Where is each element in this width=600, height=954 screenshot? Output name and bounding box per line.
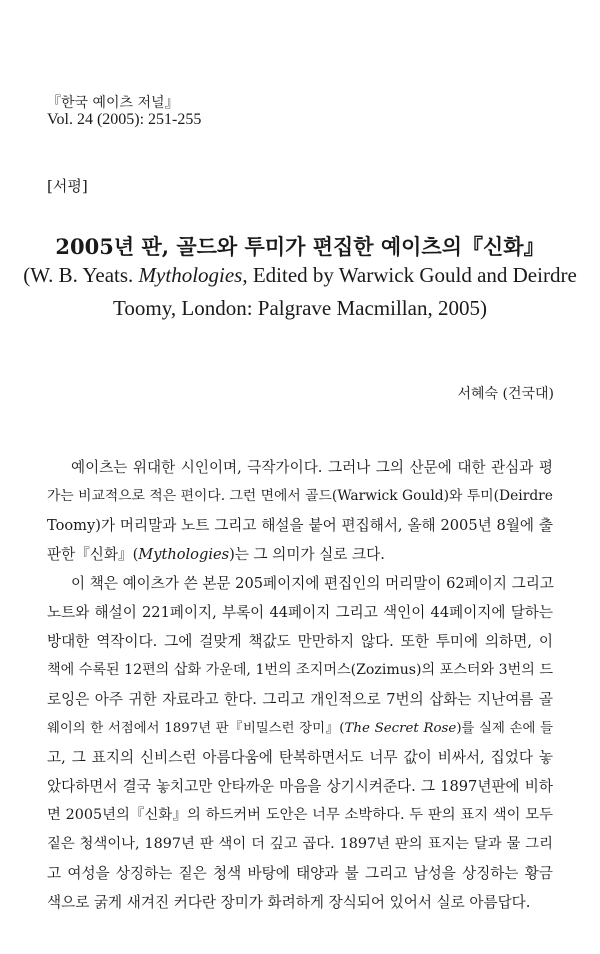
paragraph-2-line: 색으로 굵게 새겨진 커다란 장미가 화려하게 장식되어 있어서 실로 아름답다. [47, 894, 531, 911]
book-title-italic: Mythologies [138, 546, 230, 563]
subtitle-suffix: , Edited by Warwick Gould and Deirdre [242, 263, 577, 287]
article-title: 2005년 판, 골드와 투미가 편집한 예이츠의『신화』 [55, 234, 545, 259]
subtitle-prefix: (W. B. Yeats. [23, 263, 139, 287]
journal-name: 『한국 예이츠 저널』 [47, 95, 179, 111]
book-title-italic: The Secret Rose [344, 721, 457, 736]
paragraph-2-line: 책에 수록된 12편의 삽화 가운데, 1번의 조지머스(Zozimus)의 포스터와 3번의 드 [47, 662, 553, 678]
paragraph-2-line: 로잉은 아주 귀한 자료라고 한다. 그리고 개인적으로 7번의 삽화는 지난여름 골 [47, 691, 553, 708]
paragraph-1-line [47, 540, 553, 569]
paragraph-2-line: 방대한 역작이다. 그에 걸맞게 책값도 만만하지 않다. 또한 투미에 의하면, 이 [47, 633, 553, 650]
paragraph-2-line: 노트와 해설이 221페이지, 부록이 44페이지 그리고 색인이 44페이지에 달하는 [47, 604, 553, 621]
paragraph-2-line: 고, 그 표지의 신비스런 아름다움에 탄복하면서도 너무 값이 비싸서, 집었다 놓 [47, 749, 553, 766]
text-span: 판한『신화』( [47, 546, 139, 563]
article-body [47, 453, 553, 917]
volume-info: Vol. 24 (2005): 251-255 [47, 111, 202, 128]
paragraph-2-line: 면 2005년의『신화』의 하드커버 도안은 너무 소박하다. 두 판의 표지 색이 모두 [47, 807, 553, 823]
author-line: 서혜숙 (건국대) [457, 386, 554, 402]
paragraph-2-line: 이 책은 예이츠가 쓴 본문 205페이지에 편집인의 머리말이 62페이지 그리고 [71, 575, 554, 592]
paragraph-1-line: 예이츠는 위대한 시인이며, 극작가이다. 그러나 그의 산문에 대한 관심과 평 [71, 459, 553, 476]
paragraph-2-line: 았다하면서 결국 놓치고만 안타까운 마음을 상기시켜준다. 그 1897년판에 비하 [47, 778, 553, 795]
section-label: [서평] [47, 177, 88, 195]
paragraph-2-line [47, 714, 553, 743]
paragraph-2-line: 고 여성을 상징하는 짙은 청색 바탕에 태양과 불 그리고 남성을 상징하는 황금 [47, 865, 553, 882]
article-subtitle-line-2: Toomy, London: Palgrave Macmillan, 2005) [113, 296, 487, 320]
paragraph-2-line: 짙은 청색이나, 1897년 판 색이 더 깊고 곱다. 1897년 판의 표지는 달과 물 그리 [47, 836, 553, 852]
text-span: )를 실제 손에 들 [456, 721, 553, 736]
article-subtitle-line-1 [0, 263, 600, 288]
paragraph-1-line: Toomy)가 머리말과 노트 그리고 해설을 붙어 편집해서, 올해 2005년 8월에 출 [47, 517, 553, 534]
text-span: )는 그 의미가 실로 크다. [229, 546, 385, 563]
paragraph-1-line: 가는 비교적으로 적은 편이다. 그런 면에서 골드(Warwick Gould)와 투미(Deirdre [47, 488, 553, 504]
text-span: 웨이의 한 서점에서 1897년 판『비밀스런 장미』( [47, 721, 345, 736]
subtitle-book-title: Mythologies [138, 263, 243, 287]
